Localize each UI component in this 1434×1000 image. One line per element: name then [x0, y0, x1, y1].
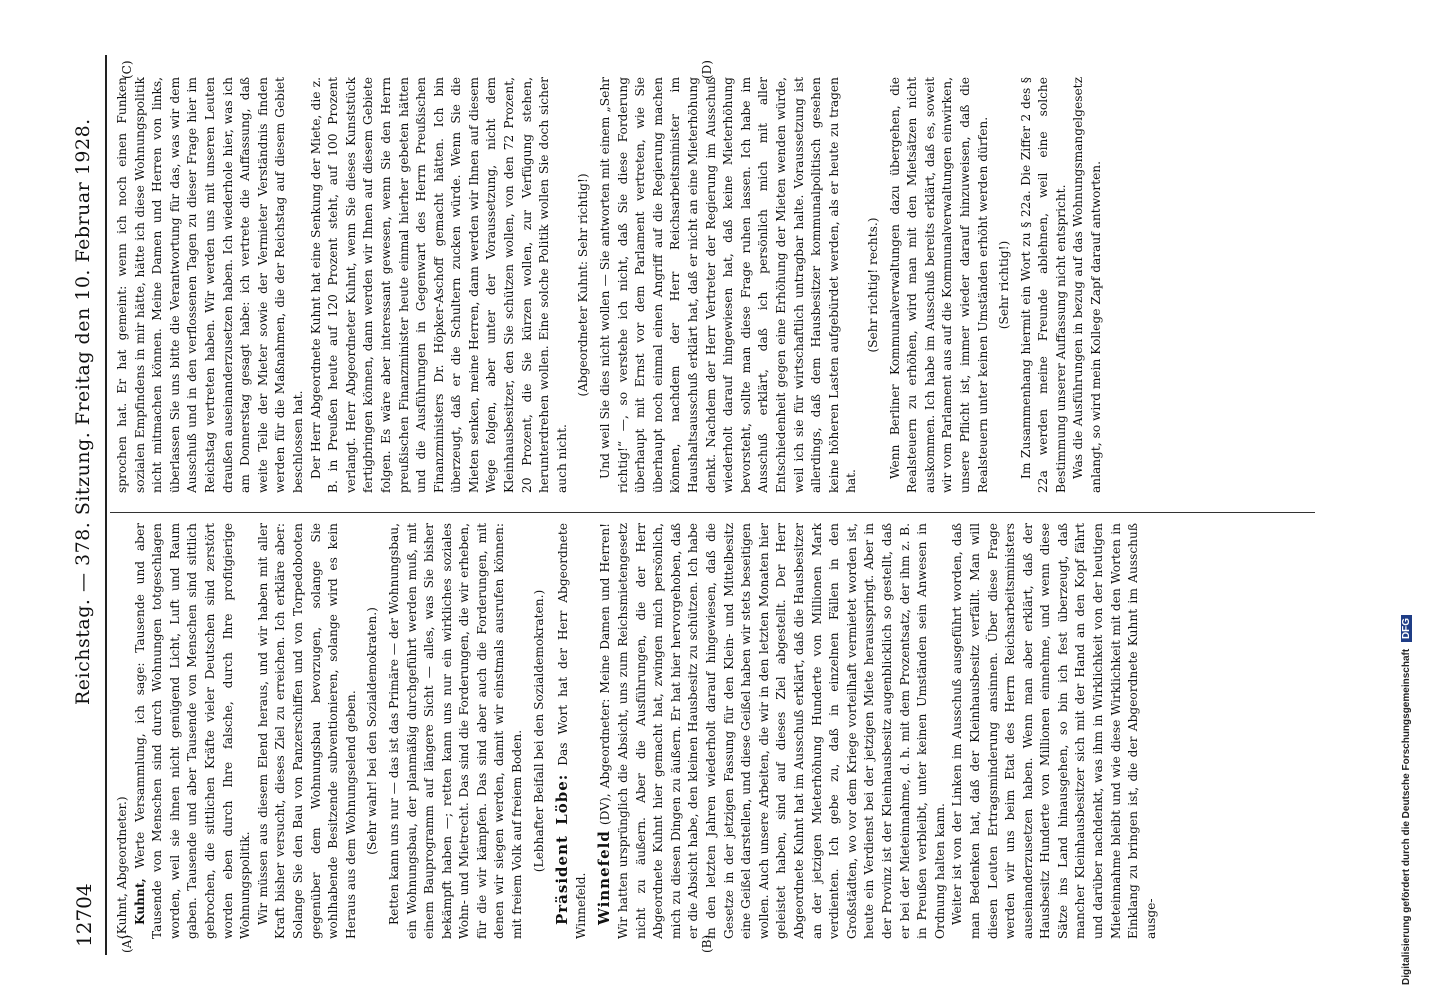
left-column — [114, 523, 1309, 939]
funding-sidebar — [1395, 10, 1431, 990]
speaker-name: Kuhnt, — [132, 878, 147, 925]
paragraph: Retten kann uns nur — das ist das Primäre — der Wohnungsbau, ein Wohnungsbau, der planmäßig durchgeführt werden muß, mit einem Bauprogramm auf längere Sicht — alles, was Sie bisher bekämpft haben —; retten kann uns nur ein wirkliches soziales Wohn- und Mietrecht. Das sind die Forderungen, die wir erheben, für die wir kämpfen. Das sind aber auch die Forderungen, mit denen wir siegen werden, damit wir einstmals ausrufen können: mit freiem Volk auf freiem Boden. — [386, 523, 525, 939]
interjection: (Sehr richtig!) — [997, 240, 1012, 330]
paragraph: Was die Ausführungen in bezug auf das Wohnungsmangelgesetz anlangt, so wird mein Kollege Zapf darauf antworten. — [1071, 77, 1104, 493]
interjection: (Abgeordneter Kuhnt: Sehr richtig!) — [576, 173, 591, 397]
document-page — [50, 55, 1360, 955]
paragraph: Wenn Berliner Kommunalverwaltungen dazu übergehen, die Realsteuern zu erhöhen, wird man mit den Mietsätzen nicht auskommen. Ich habe im Ausschuß bereits erklärt, daß es, soweit wir vom Parlament aus auf die Kommunalverwaltungen einwirken, unsere Pflicht ist, immer wieder darauf hinzuweisen, daß die Realsteuern unter keinen Umständen erhöht werden dürfen. — [887, 77, 990, 493]
paragraph: Wir müssen aus diesem Elend heraus, und wir haben mit aller Kraft bisher versucht, dieses Ziel zu erreichen. Ich erkläre aber: Solange Sie den Bau von Panzerschiffen und von Torpedobooten gegenüber dem Wohnungsbau bevorzugen, solange Sie wohlhabende Besitzende subventionieren, solange wird es kein Heraus aus dem Wohnungselend geben. — [255, 523, 358, 939]
paragraph: Weiter ist von der Linken im Ausschuß ausgeführt worden, daß man Bedenken hat, daß der Kleinhausbesitz verfällt. Man will diesen Leuten Ertragsminderung ansinnen. Über diese Frage werden wir uns beim Etat des Herrn Reichsarbeitsministers auseinanderzusetzen haben. Wenn man aber erklärt, daß der Hausbesitz Hunderte von Millionen einnehme, und wenn diese Sätze ins Land hinausgehen, so bin ich fest überzeugt, daß mancher Kleinhausbesitzer sich mit der Hand an den Kopf fährt und darüber nachdenkt, was ihm in Wirklichkeit von der heutigen Mieteinnahme bleibt und wie diese Wirklichkeit mit den Worten in Einklang zu bringen ist, die der Abgeordnete Kuhnt im Ausschuß ausge- — [950, 523, 1158, 939]
column-divider — [110, 512, 1315, 513]
margin-marker-c: (C) — [120, 60, 134, 79]
president-text: Das Wort hat der Herr Abgeordnete Winnefeld. — [556, 523, 588, 939]
paragraph — [132, 523, 255, 939]
paragraph-text: Werte Versammlung, ich sage: Tausende und aber Tausende von Menschen sind durch Wohnungen totgeschlagen worden, weil sie ihnen nicht genügend Licht, Luft und Raum gaben. Tausende und aber Tausende von Menschen sind sittlich gebrochen, die sittlichen Kräfte vieler Deutschen sind zerstört worden eben durch Ihre falsche, durch Ihre profitgierige Wohnungspolitik. — [132, 523, 253, 939]
president-name: Präsident Löbe: — [553, 773, 572, 925]
paragraph: Der Herr Abgeordnete Kuhnt hat eine Senkung der Miete, die z. B. in Preußen heute auf 120 Prozent steht, auf 100 Prozent verlangt. Herr Abgeordneter Kuhnt, wenn Sie dieses Kunststück fertigbringen können, dann werden wir Ihnen auf diesem Gebiete folgen. Es wäre aber interessant gewesen, wenn Sie den Herrn preußischen Finanzminister heute einmal hierher gebeten hätten und die Ausführungen in Gegenwart des Herrn Preußischen Finanzministers Dr. Höpker-Aschoff gemacht hätten. Ich bin überzeugt, daß er die Schultern zucken würde. Wenn Sie die Mieten senken, meine Herren, dann werden wir Ihnen auf diesem Wege folgen, aber unter der Voraussetzung, nicht dem Kleinhausbesitzer, den Sie schützen wollen, von den 72 Prozent, 20 Prozent, die Sie kürzen wollen, zur Verfügung stehen, herunterdrehen wollen. Eine solche Politik wollen Sie doch sicher auch nicht. — [308, 77, 569, 493]
page-title: Reichstag. — 378. Sitzung. Freitag den 10. Februar 1928. — [72, 118, 94, 705]
paragraph — [596, 523, 949, 939]
interjection: (Sehr richtig! rechts.) — [865, 217, 880, 353]
paragraph-text: Meine Damen und Herren! Wir hatten ursprünglich die Absicht, uns zum Reichsmietengesetz nicht zu äußern. Aber die Ausführungen, die der Herr Abgeordnete Kuhnt hier gemacht hat, zwingen mich persönlich, mich zu diesen Dingen zu äußern. Er hat hier hervorgehoben, daß er die Absicht habe, den kleinen Hausbesitz zu schützen. Ich habe in den letzten Jahren wiederholt darauf hingewiesen, daß die Gesetze in der jetzigen Fassung für den Klein- und Mittelbesitz eine Geißel darstellen, und diese Geißel haben wir stets beseitigen wollen. Auch unsere Arbeiten, die wir in den letzten Monaten hier geleistet haben, sind auf dieses Ziel abgestellt. Der Herr Abgeordnete Kuhnt hat im Ausschuß erklärt, daß die Hausbesitzer an der jetzigen Mieterhöhung Hunderte von Millionen Mark verdienten. Ich gebe zu, daß in einzelnen Fällen in den Großstädten, wo vor dem Kriege vorteilhaft vermietet worden ist, heute ein Verdienst bei der jetzigen Miete herausspringt. Aber in der Provinz ist der Kleinhausbesitz augenblicklich so gestellt, daß er bei der Mieteinnahme, d. h. mit dem Prozentsatz, der ihm z. B. in Preußen verbleibt, unter keinen Umständen sein Anwesen in Ordnung halten kann. — [598, 523, 947, 939]
page-number: 12704 — [72, 883, 96, 947]
funding-note — [1401, 15, 1412, 985]
paragraph: Im Zusammenhang hiermit ein Wort zu § 22a. Die Ziffer 2 des § 22a werden meine Freunde ablehnen, weil eine solche Bestimmung unserer Auffassung nicht entspricht. — [1018, 77, 1068, 493]
speaker-continuation: (Kuhnt, Abgeordneter.) — [115, 796, 129, 939]
margin-marker-b: (B) — [700, 934, 714, 953]
paragraph: Und weil Sie dies nicht wollen — Sie antworten mit einem „Sehr richtig!“ —, so verstehe ich nicht, daß Sie diese Forderung überhaupt mit Ernst vor dem Parlament vertreten, wie Sie überhaupt noch einmal einen Angriff auf die Regierung machen können, nachdem der Herr Reichsarbeitsminister im Haushaltsausschuß erklärt hat, daß er nicht an eine Mieterhöhung denkt. Nachdem der Herr Vertreter der Regierung im Ausschuß wiederholt darauf hingewiesen hat, daß keine Mieterhöhung bevorsteht, sollte man diese Frage ruhen lassen. Ich habe im Ausschuß erklärt, daß ich persönlich mich mit aller Entschiedenheit gegen eine Erhöhung der Mieten wenden würde, weil ich sie für wirtschaftlich untragbar halte. Voraussetzung ist allerdings, daß dem Hausbesitzer kommunalpolitisch gesehen keine höheren Lasten aufgebürdet werden, als er heute zu tragen hat. — [598, 77, 859, 493]
dfg-logo: DFG — [1401, 615, 1412, 642]
funding-text: Digitalisierung gefördert durch die Deutsche Forschungsgemeinschaft — [1401, 648, 1412, 985]
speaker-party: (DV), Abgeordneter: — [598, 698, 613, 826]
president-statement — [554, 523, 590, 939]
speaker-name: Winnefeld — [595, 830, 614, 925]
interjection: (Lebhafter Beifall bei den Sozialdemokraten.) — [531, 589, 546, 873]
margin-marker-d: (D) — [700, 60, 714, 79]
paragraph: sprochen hat. Er hat gemeint: wenn ich noch einen Funken sozialen Empfindens in mir hätte, hätte ich diese Wohnungspolitik nicht mitmachen können. Meine Damen und Herren von links, überlassen Sie uns bitte die Verantwortung für das, was wir dem Ausschuß und in den verflossenen Tagen zu dieser Frage hier im Reichstag vertreten haben. Wir werden uns mit unseren Leuten draußen auseinanderzusetzen haben. Ich wiederhole hier, was ich am Donnerstag gesagt habe: ich vertrete die Auffassung, daß weite Teile der Mieter sowie der Vermieter Verständnis finden werden für die Maßnahmen, die der Reichstag auf diesem Gebiet beschlossen hat. — [115, 77, 305, 493]
interjection: (Sehr wahr! bei den Sozialdemokraten.) — [365, 607, 380, 855]
right-column — [114, 77, 1309, 493]
header-rule — [105, 55, 107, 955]
margin-marker-a: (A) — [120, 934, 134, 953]
